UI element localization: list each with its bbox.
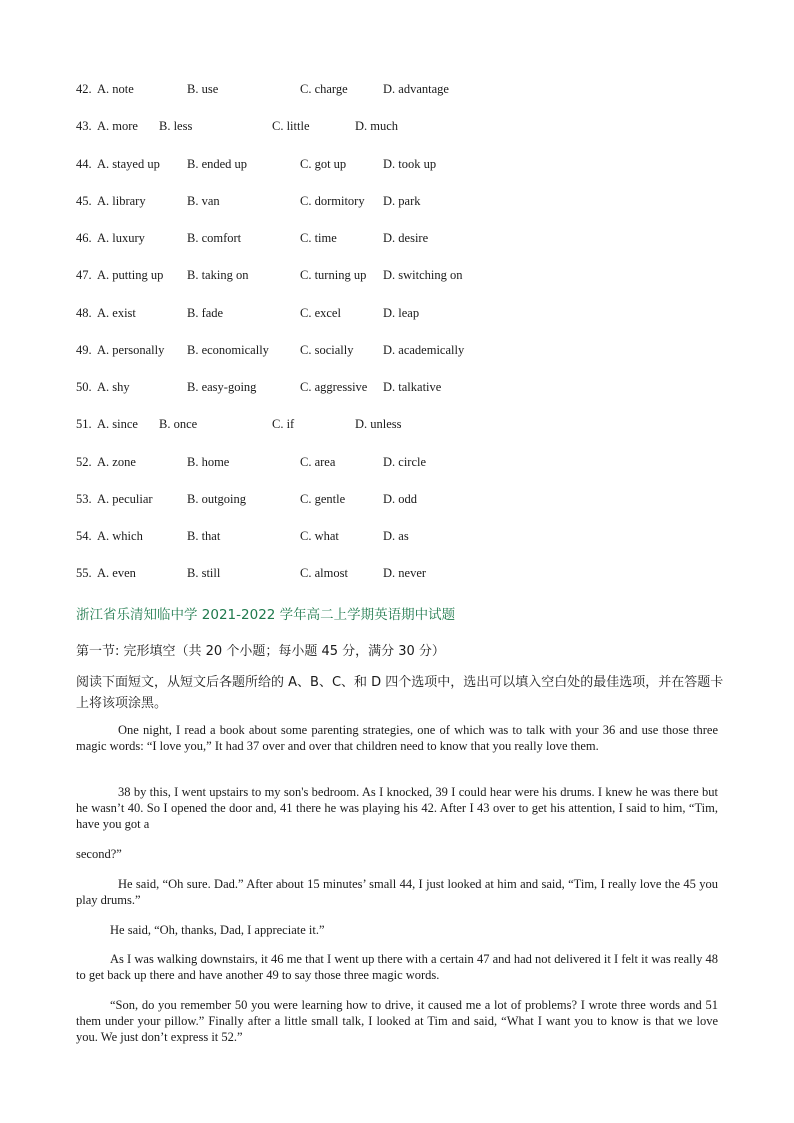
question-number: 52. bbox=[76, 454, 92, 469]
option-b: B. ended up bbox=[187, 156, 248, 171]
option-c: C. dormitory bbox=[300, 193, 365, 208]
question-number: 49. bbox=[76, 342, 92, 357]
question-number: 45. bbox=[76, 193, 92, 208]
option-a: A. library bbox=[97, 193, 146, 208]
option-d: D. advantage bbox=[383, 82, 449, 96]
option-a: A. peculiar bbox=[97, 491, 153, 506]
option-c: C. turning up bbox=[300, 268, 367, 283]
option-d: D. unless bbox=[355, 417, 402, 432]
option-c: C. if bbox=[272, 417, 295, 432]
question-number: 46. bbox=[76, 231, 92, 245]
option-d: D. talkative bbox=[383, 380, 442, 394]
question-number: 48. bbox=[76, 305, 92, 320]
passage-paragraph: “Son, do you remember 50 you were learning how to drive, it caused me a lot of problems? I wrote three words and 51 them under your pillow.” Finally after a little small talk, I looked at Tim and said, “What I want you to know is that we love you. We just don’t express it 52.” bbox=[76, 998, 718, 1044]
option-c: C. got up bbox=[300, 156, 347, 171]
option-b: B. once bbox=[159, 417, 198, 432]
question-number: 42. bbox=[76, 82, 92, 96]
option-d: D. odd bbox=[383, 491, 418, 506]
option-d: D. took up bbox=[383, 156, 437, 171]
option-a: A. even bbox=[97, 566, 136, 581]
option-c: C. little bbox=[272, 119, 310, 134]
option-b: B. still bbox=[187, 566, 221, 581]
question-number: 47. bbox=[76, 268, 92, 283]
option-b: B. fade bbox=[187, 305, 224, 320]
option-a: A. exist bbox=[97, 305, 136, 320]
option-d: D. as bbox=[383, 529, 409, 543]
passage-paragraph: He said, “Oh, thanks, Dad, I appreciate it.” bbox=[110, 923, 325, 937]
option-b: B. less bbox=[159, 119, 193, 134]
option-c: C. what bbox=[300, 529, 339, 543]
option-a: A. which bbox=[97, 529, 143, 543]
question-number: 55. bbox=[76, 566, 92, 581]
passage-paragraph: As I was walking downstairs, it 46 me that I went up there with a certain 47 and had not delivered it I felt it was really 48 to get back up there and have another 49 to say those three magic words. bbox=[76, 952, 718, 982]
question-number: 50. bbox=[76, 380, 92, 394]
question-number: 53. bbox=[76, 491, 92, 506]
option-c: C. almost bbox=[300, 566, 348, 581]
option-a: A. note bbox=[97, 82, 134, 96]
option-a: A. personally bbox=[97, 342, 165, 357]
option-d: D. academically bbox=[383, 342, 465, 357]
question-number: 43. bbox=[76, 119, 92, 134]
option-b: B. use bbox=[187, 82, 219, 96]
passage-paragraph: He said, “Oh sure. Dad.” After about 15 minutes’ small 44, I just looked at him and said, “Tim, I really love the 45 you play drums.” bbox=[76, 877, 718, 907]
option-a: A. zone bbox=[97, 454, 136, 469]
instructions: 阅读下面短文，从短文后各题所给的 A、B、C、和 D 四个选项中，选出可以填入空白处的最佳选项，并在答题卡上将该项涂黑。 bbox=[76, 675, 724, 711]
option-d: D. never bbox=[383, 566, 427, 581]
option-c: C. socially bbox=[300, 342, 354, 357]
section-title: 第一节: 完形填空（共 20 个小题；每小题 45 分，满分 30 分） bbox=[76, 644, 445, 659]
option-c: C. charge bbox=[300, 82, 348, 96]
option-a: A. since bbox=[97, 417, 138, 432]
question-number: 54. bbox=[76, 529, 92, 543]
option-b: B. van bbox=[187, 193, 220, 208]
option-b: B. easy-going bbox=[187, 380, 257, 394]
option-b: B. comfort bbox=[187, 231, 242, 245]
option-b: B. economically bbox=[187, 342, 269, 357]
passage-paragraph: One night, I read a book about some parenting strategies, one of which was to talk with your 36 and use those three magic words: “I love you,” It had 37 over and over that children need to know that you really love them. bbox=[76, 723, 718, 753]
option-d: D. park bbox=[383, 193, 421, 208]
option-c: C. aggressive bbox=[300, 380, 368, 394]
option-d: D. switching on bbox=[383, 268, 463, 283]
question-number: 51. bbox=[76, 417, 92, 432]
option-b: B. outgoing bbox=[187, 491, 247, 506]
option-c: C. area bbox=[300, 454, 336, 469]
passage-paragraph: second?” bbox=[76, 847, 122, 861]
option-a: A. stayed up bbox=[97, 156, 160, 171]
option-d: D. desire bbox=[383, 231, 429, 245]
passage-paragraph: 38 by this, I went upstairs to my son's bedroom. As I knocked, 39 I could hear were his drums. I knew he was there but he wasn’t 40. So I opened the door and, 41 there he was playing his 42. After I 43 over to get his attention, I said to him, “Tim, have you got a bbox=[76, 785, 718, 831]
option-b: B. home bbox=[187, 454, 230, 469]
option-c: C. time bbox=[300, 231, 337, 245]
option-c: C. excel bbox=[300, 305, 341, 320]
question-number: 44. bbox=[76, 156, 92, 171]
option-d: D. circle bbox=[383, 454, 427, 469]
option-a: A. shy bbox=[97, 380, 130, 394]
option-d: D. leap bbox=[383, 305, 420, 320]
option-c: C. gentle bbox=[300, 491, 346, 506]
option-d: D. much bbox=[355, 119, 399, 134]
option-b: B. taking on bbox=[187, 268, 249, 283]
option-a: A. more bbox=[97, 119, 138, 134]
option-a: A. putting up bbox=[97, 268, 164, 283]
option-a: A. luxury bbox=[97, 231, 145, 245]
exam-title: 浙江省乐清知临中学 2021-2022 学年高二上学期英语期中试题 bbox=[76, 607, 456, 623]
option-b: B. that bbox=[187, 529, 221, 543]
